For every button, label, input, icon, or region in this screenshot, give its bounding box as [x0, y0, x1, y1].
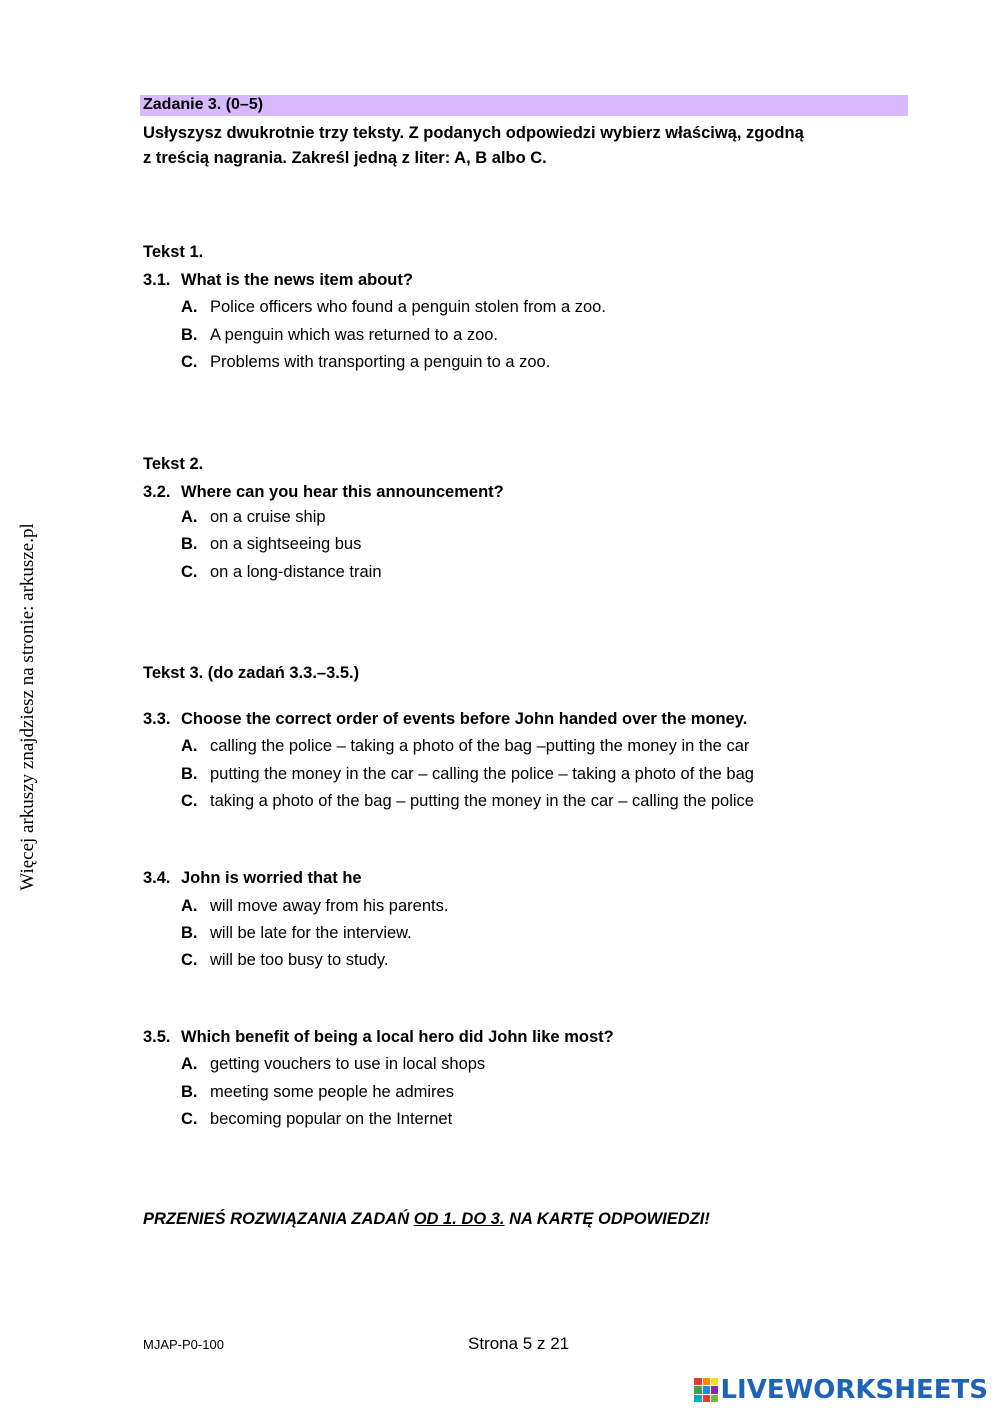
- option-3-2-c[interactable]: [181, 563, 382, 582]
- option-letter: B.: [181, 924, 198, 942]
- question-3-3: [143, 710, 747, 729]
- question-number: 3.1.: [143, 271, 171, 289]
- option-3-5-c[interactable]: [181, 1110, 452, 1129]
- option-letter: C.: [181, 792, 198, 810]
- option-3-2-b[interactable]: [181, 535, 361, 554]
- option-3-4-a[interactable]: [181, 897, 448, 916]
- question-text: Where can you hear this announcement?: [181, 483, 504, 501]
- option-letter: B.: [181, 326, 198, 344]
- option-3-1-a[interactable]: [181, 298, 606, 317]
- option-3-1-b[interactable]: [181, 326, 498, 345]
- option-letter: A.: [181, 298, 198, 316]
- option-3-3-b[interactable]: [181, 765, 754, 784]
- exam-code: MJAP-P0-100: [143, 1337, 224, 1352]
- question-text: Which benefit of being a local hero did John like most?: [181, 1028, 614, 1046]
- option-letter: C.: [181, 563, 198, 581]
- option-3-4-b[interactable]: [181, 924, 412, 943]
- option-text: on a cruise ship: [210, 508, 326, 526]
- logo-grid-icon: [694, 1378, 718, 1402]
- option-letter: C.: [181, 951, 198, 969]
- question-text: John is worried that he: [181, 869, 362, 887]
- question-3-2: [143, 483, 504, 502]
- option-3-4-c[interactable]: [181, 951, 389, 970]
- question-number: 3.5.: [143, 1028, 171, 1046]
- question-number: 3.3.: [143, 710, 171, 728]
- option-letter: A.: [181, 508, 198, 526]
- option-text: will move away from his parents.: [210, 897, 449, 915]
- liveworksheets-logo[interactable]: [694, 1376, 988, 1404]
- option-text: on a long-distance train: [210, 563, 382, 581]
- instruction-line-2: z treścią nagrania. Zakreśl jedną z liter: A, B albo C.: [143, 149, 547, 167]
- option-letter: A.: [181, 737, 198, 755]
- option-3-3-a[interactable]: [181, 737, 749, 756]
- option-letter: A.: [181, 1055, 198, 1073]
- option-letter: C.: [181, 1110, 198, 1128]
- option-letter: C.: [181, 353, 198, 371]
- option-letter: B.: [181, 535, 198, 553]
- text-2-label: Tekst 2.: [143, 455, 204, 473]
- option-text: taking a photo of the bag – putting the money in the car – calling the police: [210, 792, 754, 810]
- question-number: 3.4.: [143, 869, 171, 887]
- option-3-5-a[interactable]: [181, 1055, 485, 1074]
- side-watermark: Więcej arkuszy znajdziesz na stronie: arkusze.pl: [17, 523, 38, 891]
- option-text: will be late for the interview.: [210, 924, 412, 942]
- option-text: A penguin which was returned to a zoo.: [210, 326, 499, 344]
- option-text: calling the police – taking a photo of the bag –putting the money in the car: [210, 737, 750, 755]
- instruction-line-1: Usłyszysz dwukrotnie trzy teksty. Z podanych odpowiedzi wybierz właściwą, zgodną: [143, 124, 804, 142]
- option-text: will be too busy to study.: [210, 951, 389, 969]
- option-3-1-c[interactable]: [181, 353, 550, 372]
- question-3-4: [143, 869, 362, 888]
- task-header: [140, 95, 908, 116]
- option-text: meeting some people he admires: [210, 1083, 454, 1101]
- text-1-label: Tekst 1.: [143, 243, 204, 261]
- option-letter: A.: [181, 897, 198, 915]
- note-part-2: NA KARTĘ ODPOWIEDZI!: [504, 1210, 710, 1228]
- option-text: getting vouchers to use in local shops: [210, 1055, 486, 1073]
- text-3-label: Tekst 3. (do zadań 3.3.–3.5.): [143, 664, 360, 682]
- note-part-1: PRZENIEŚ ROZWIĄZANIA ZADAŃ: [143, 1210, 414, 1228]
- page-number: Strona 5 z 21: [468, 1334, 570, 1353]
- question-text: What is the news item about?: [181, 271, 413, 289]
- option-text: Problems with transporting a penguin to a zoo.: [210, 353, 551, 371]
- option-text: becoming popular on the Internet: [210, 1110, 453, 1128]
- task-title: Zadanie 3. (0–5): [143, 96, 264, 113]
- question-text: Choose the correct order of events before John handed over the money.: [181, 710, 748, 728]
- option-letter: B.: [181, 765, 198, 783]
- question-number: 3.2.: [143, 483, 171, 501]
- option-text: Police officers who found a penguin stolen from a zoo.: [210, 298, 606, 316]
- option-letter: B.: [181, 1083, 198, 1101]
- option-text: on a sightseeing bus: [210, 535, 362, 553]
- task-instruction: [143, 121, 913, 171]
- option-text: putting the money in the car – calling the police – taking a photo of the bag: [210, 765, 754, 783]
- note-underlined: OD 1. DO 3.: [413, 1210, 505, 1228]
- question-3-1: [143, 271, 413, 290]
- option-3-2-a[interactable]: [181, 508, 326, 527]
- transfer-answers-note: [143, 1210, 710, 1229]
- logo-text: LIVEWORKSHEETS: [720, 1375, 988, 1405]
- question-3-5: [143, 1028, 614, 1047]
- option-3-3-c[interactable]: [181, 792, 754, 811]
- option-3-5-b[interactable]: [181, 1083, 454, 1102]
